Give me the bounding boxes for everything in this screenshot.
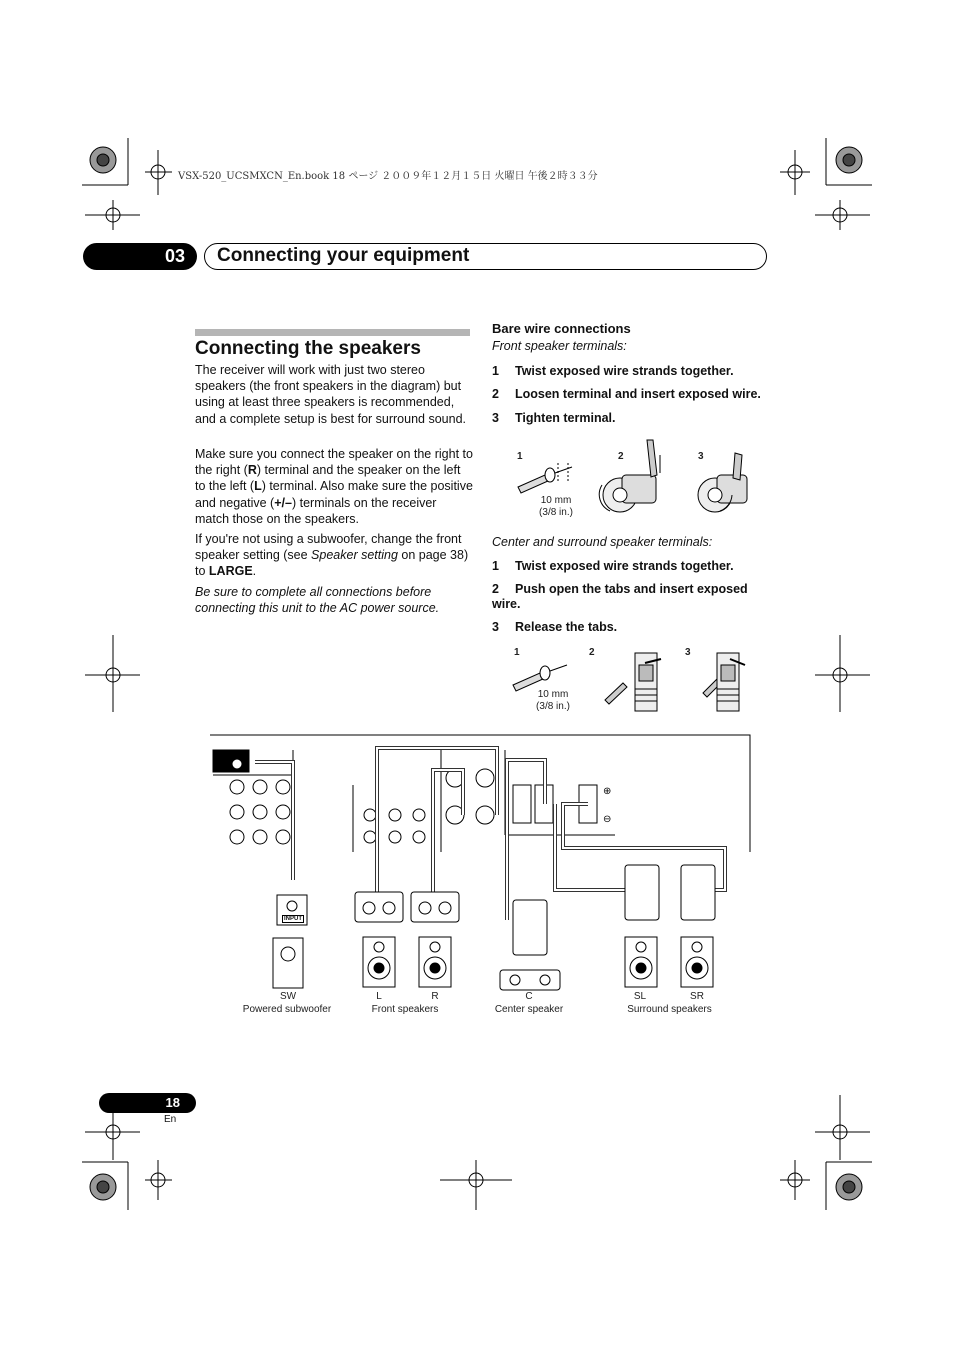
speaker-code-sr: SR (690, 991, 704, 1002)
front-step-2 (492, 387, 772, 402)
step-text: Tighten terminal. (515, 411, 616, 425)
chapter-number: 03 (83, 243, 197, 270)
speaker-connection-diagram (205, 730, 765, 1000)
fig1-number-3: 3 (698, 451, 704, 462)
step-text: Loosen terminal and insert exposed wire. (515, 387, 761, 401)
paragraph-intro: The receiver will work with just two stereo speakers (the front speakers in the diagram) but using at least three speakers is recommended, and a complete setup is best for surround sound. (195, 363, 466, 426)
speaker-code-c: C (525, 991, 533, 1002)
paragraph-note: Be sure to complete all connections before connecting this unit to the AC power source. (195, 585, 440, 616)
fig2-number-1: 1 (514, 647, 520, 658)
fig2-measure-in: (3/8 in.) (536, 701, 570, 712)
fig1-measure: 10 mm (540, 495, 572, 506)
fig2-number-3: 3 (685, 647, 691, 658)
left-letter: L (254, 479, 262, 494)
plus-minus: +/– (274, 495, 292, 510)
section-title: Connecting the speakers (195, 338, 421, 359)
fig2-measure: 10 mm (537, 689, 569, 700)
step-number: 2 (492, 582, 499, 596)
subwoofer-text-c: . (252, 564, 257, 579)
chapter-title: Connecting your equipment (204, 243, 767, 270)
right-letter: R (247, 463, 257, 478)
step-number: 3 (492, 620, 499, 634)
language-code: En (164, 1114, 177, 1125)
fig1-number-1: 1 (517, 451, 523, 462)
step-number: 3 (492, 411, 499, 425)
bare-wire-title: Bare wire connections (492, 321, 631, 336)
center-step-2 (492, 582, 772, 612)
speaker-desc-surround: Surround speakers (627, 1004, 712, 1015)
step-number: 2 (492, 387, 499, 401)
step-text: Push open the tabs and insert exposed wire. (492, 582, 748, 611)
center-step-3 (492, 620, 772, 635)
step-number: 1 (492, 559, 499, 573)
speaker-code-r: R (431, 991, 439, 1002)
front-step-3 (492, 411, 772, 426)
subwoofer-text-a: If you're not using a subwoofer, change the front speaker setting (see (195, 532, 462, 563)
fig1-number-2: 2 (618, 451, 624, 462)
front-step-1 (492, 364, 772, 379)
paragraph-subwoofer (195, 531, 473, 580)
step-text: Twist exposed wire strands together. (515, 364, 734, 378)
print-file-header: VSX-520_UCSMXCN_En.book 18 ページ ２００９年１２月１５日 火曜日 午後２時３３分 (178, 171, 598, 182)
speaker-code-sw: SW (279, 991, 297, 1002)
speaker-code-l: L (376, 991, 382, 1002)
speaker-desc-sw: Powered subwoofer (242, 1004, 332, 1015)
large-setting: LARGE (208, 564, 253, 579)
svg-text:⊕: ⊕ (603, 786, 612, 797)
polarity-text-a: Make sure you connect the speaker on the right to the right ( (195, 447, 473, 478)
center-terminals-label: Center and surround speaker terminals: (492, 535, 713, 549)
front-terminals-label: Front speaker terminals: (492, 339, 627, 353)
speaker-code-sl: SL (633, 991, 647, 1002)
step-text: Twist exposed wire strands together. (515, 559, 734, 573)
speaker-desc-front: Front speakers (371, 1004, 439, 1015)
center-step-1 (492, 559, 772, 574)
speaker-setting-ref: Speaker setting (311, 548, 398, 563)
step-text: Release the tabs. (515, 620, 618, 634)
fig1-measure-in: (3/8 in.) (539, 507, 573, 518)
subwoofer-text-b: on page 38) to (195, 548, 469, 579)
polarity-text-d: ) terminals on the receiver match those on the speakers. (195, 495, 437, 526)
polarity-text-c: ) terminal. Also make sure the positive and negative ( (195, 479, 473, 510)
svg-text:⊖: ⊖ (603, 814, 612, 825)
paragraph-polarity (195, 446, 473, 527)
step-number: 1 (492, 364, 499, 378)
fig2-number-2: 2 (589, 647, 595, 658)
section-rule (195, 329, 470, 336)
polarity-text-b: ) terminal and the speaker on the left to the left ( (195, 463, 461, 494)
speaker-desc-center: Center speaker (494, 1004, 564, 1015)
page-number: 18 (99, 1093, 196, 1113)
subwoofer-input-label: INPUT (284, 916, 302, 922)
